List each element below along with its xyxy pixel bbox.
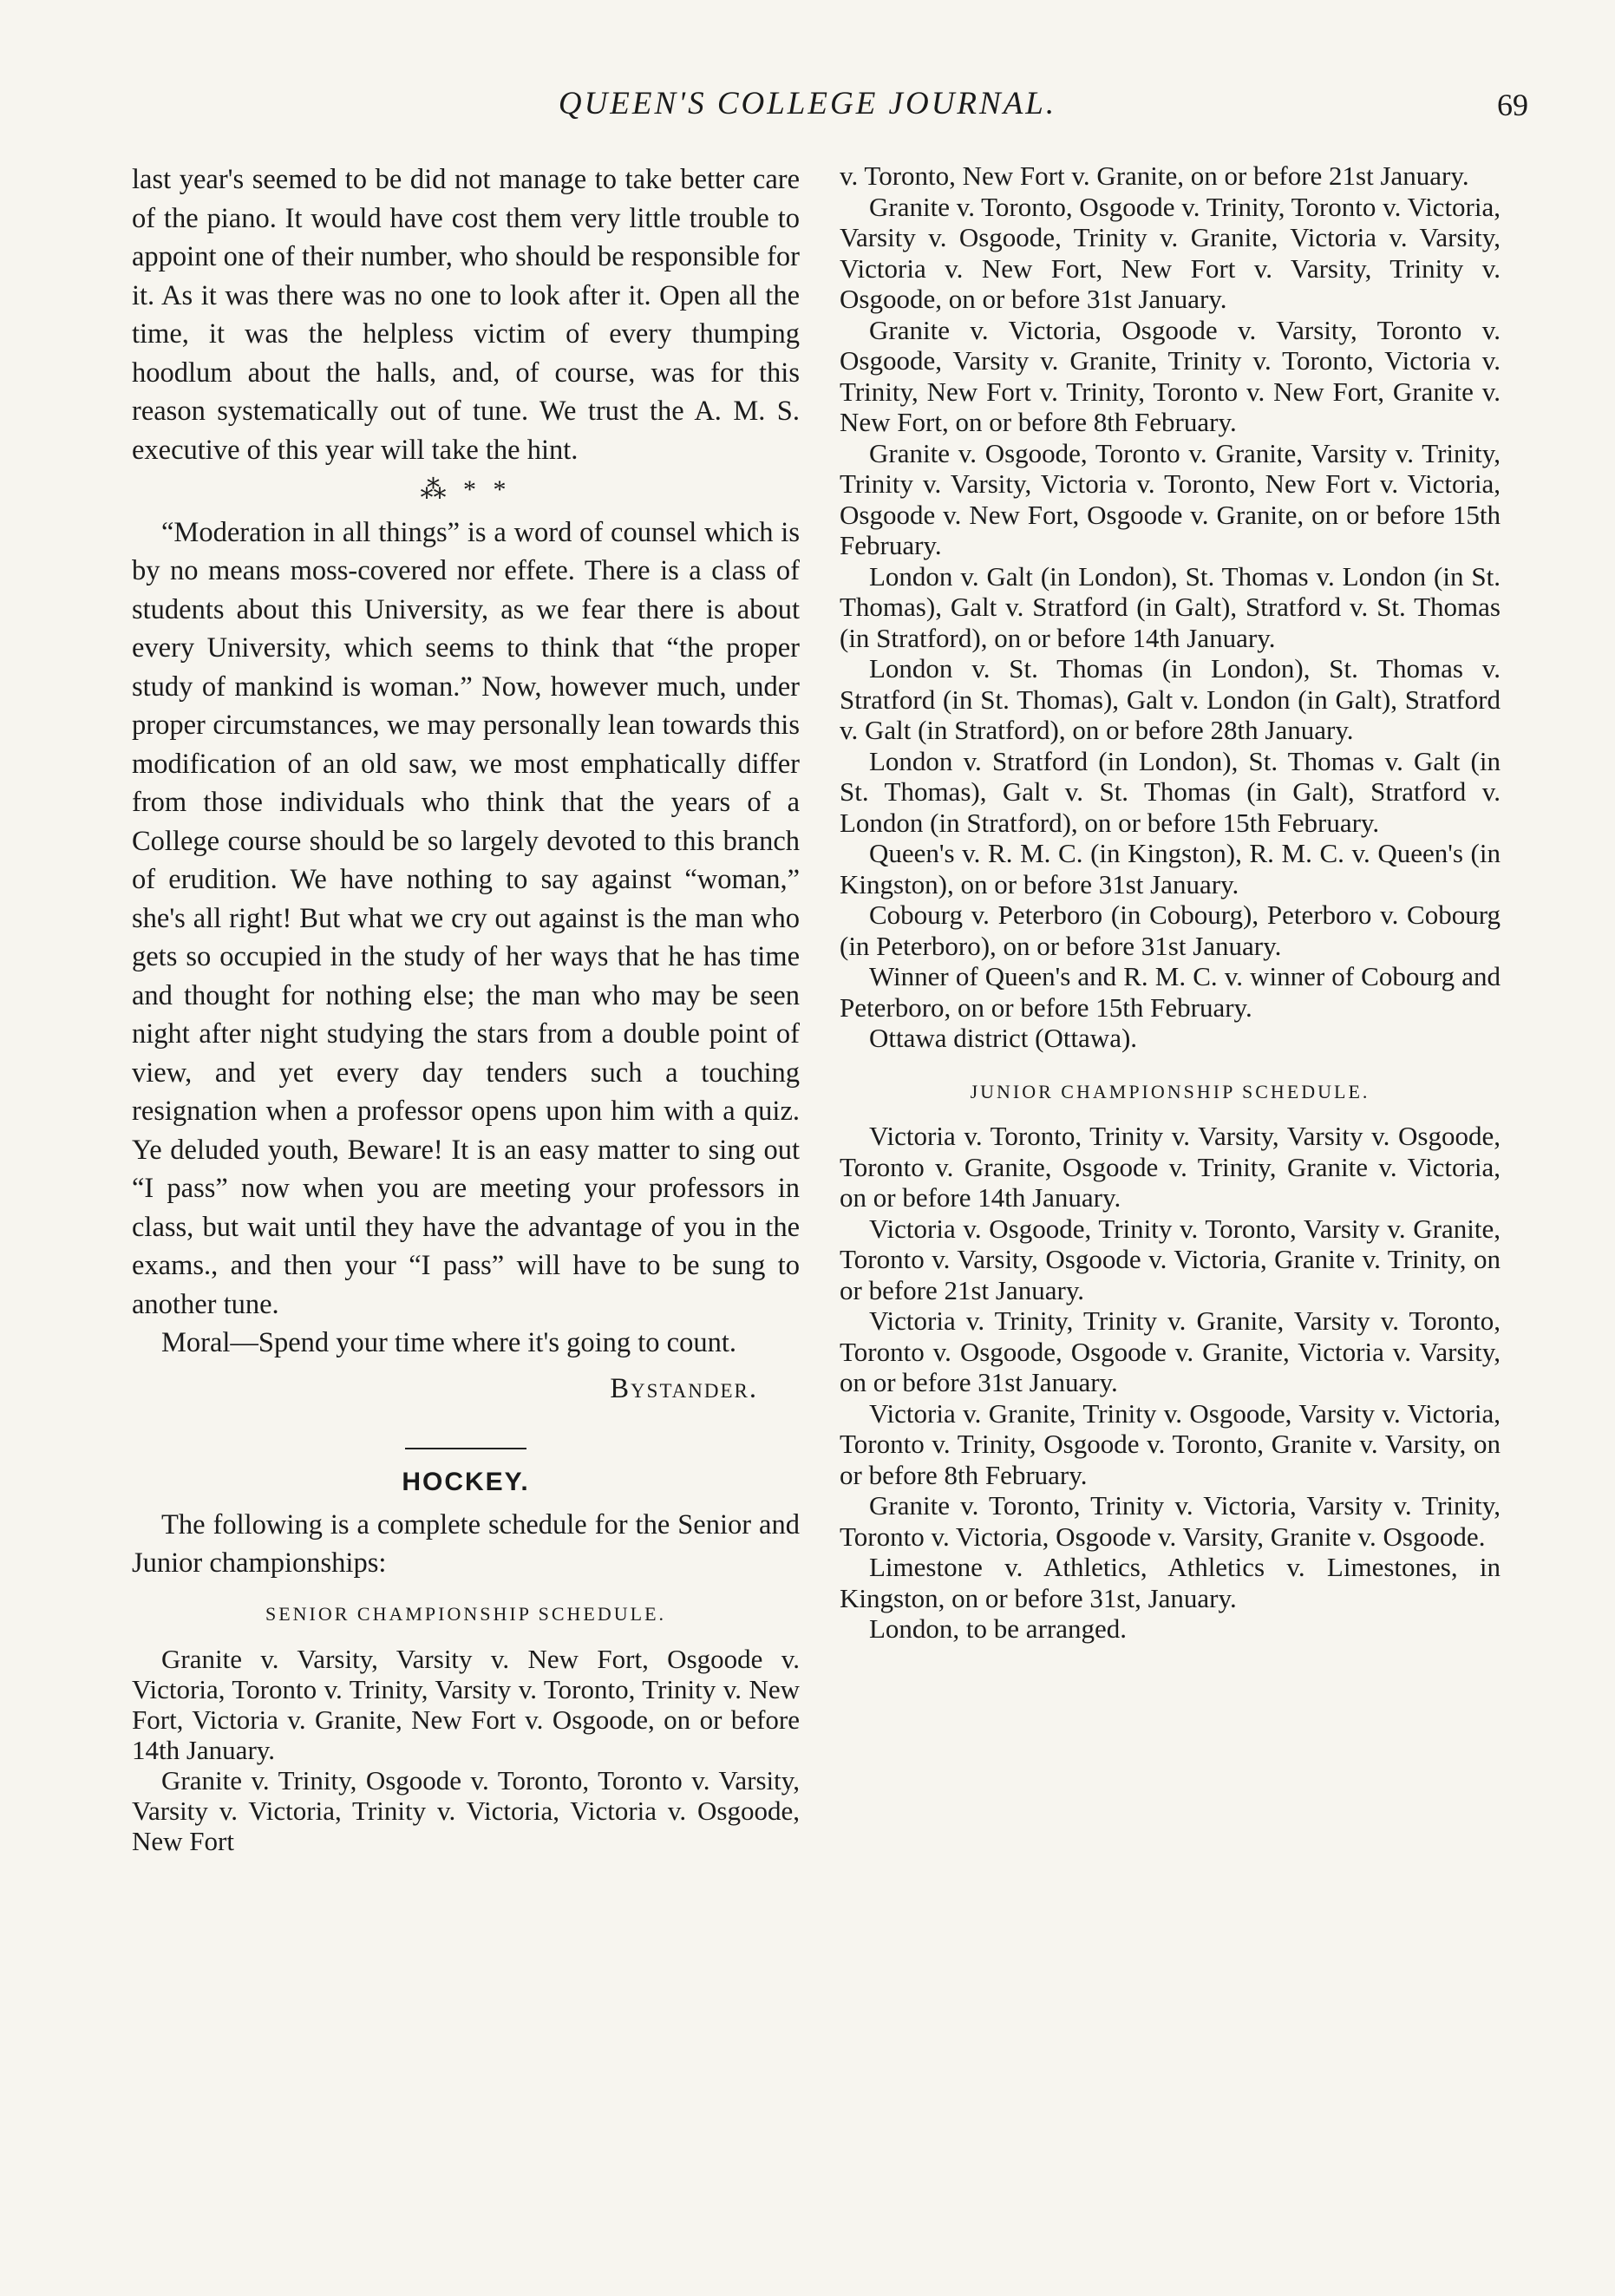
schedule-entry: Victoria v. Osgoode, Trinity v. Toronto, Varsity v. Granite, Toronto v. Varsity, Osgoode v. Victoria, Granite v. Trinity, on or before 21st January. [840,1213,1501,1305]
schedule-entry: London, to be arranged. [869,1613,1127,1644]
section-rule [405,1448,526,1449]
schedule-entry: Queen's v. R. M. C. (in Kingston), R. M. C. v. Queen's (in Kingston), on or before 31st January. [840,838,1501,899]
right-column [840,160,1501,1645]
page-number: 69 [1497,88,1528,122]
schedule-entry: Limestone v. Athletics, Athletics v. Limestones, in Kingston, on or before 31st, January. [840,1552,1501,1613]
schedule-entry: Victoria v. Toronto, Trinity v. Varsity, Varsity v. Osgoode, Toronto v. Granite, Osgoode v. Trinity, Granite v. Victoria, on or before 14th January. [840,1121,1501,1213]
schedule-entry: Granite v. Trinity, Osgoode v. Toronto, Toronto v. Varsity, Varsity v. Victoria, Trinity v. Victoria, Victoria v. Osgoode, New Fort [132,1765,800,1856]
schedule-entry: Cobourg v. Peterboro (in Cobourg), Peterboro v. Cobourg (in Peterboro), on or before 31st January. [840,899,1501,961]
schedule-entry: Winner of Queen's and R. M. C. v. winner of Cobourg and Peterboro, on or before 15th February. [840,961,1501,1023]
schedule-entry: v. Toronto, New Fort v. Granite, on or before 21st January. [840,160,1469,191]
schedule-entry: London v. Stratford (in London), St. Thomas v. Galt (in St. Thomas), Galt v. St. Thomas (in Galt), Stratford v. London (in Stratford), on or before 15th February. [840,745,1501,838]
schedule-entry: Granite v. Osgoode, Toronto v. Granite, Varsity v. Trinity, Trinity v. Varsity, Victoria v. Toronto, New Fort v. Victoria, Osgoode v. New Fort, Osgoode v. Granite, on or before 15th February. [840,437,1501,560]
schedule-entry: Ottawa district (Ottawa). [869,1023,1138,1053]
schedule-entry: Granite v. Victoria, Osgoode v. Varsity, Toronto v. Osgoode, Varsity v. Granite, Trinity v. Toronto, Victoria v. Trinity, New Fort v. Trinity, Toronto v. New Fort, Granite v. New Fort, on or before 8th February. [840,314,1501,437]
journal-title: QUEEN'S COLLEGE JOURNAL. [558,86,1057,121]
author-signature: Bystander. [610,1372,758,1404]
schedule-entry: Granite v. Toronto, Trinity v. Victoria, Varsity v. Trinity, Toronto v. Victoria, Osgoode v. Varsity, Granite v. Osgoode. [840,1490,1501,1552]
left-column [132,160,800,1856]
schedule-entry: London v. St. Thomas (in London), St. Thomas v. Stratford (in St. Thomas), Galt v. London (in Galt), Stratford v. Galt (in Stratford), on or before 28th January. [840,653,1501,745]
hockey-intro: The following is a complete schedule for the Senior and Junior championships: [132,1508,800,1579]
schedule-entry: Victoria v. Trinity, Trinity v. Granite, Varsity v. Toronto, Toronto v. Osgoode, Osgoode v. Granite, Victoria v. Varsity, on or before 31st January. [840,1305,1501,1397]
schedule-entry: Granite v. Varsity, Varsity v. New Fort, Osgoode v. Victoria, Toronto v. Trinity, Varsity v. Toronto, Trinity v. New Fort, Victoria v. Granite, New Fort v. Osgoode, on or before 14th January. [132,1644,800,1765]
senior-schedule-heading: SENIOR CHAMPIONSHIP SCHEDULE. [265,1602,667,1625]
schedule-entry: Granite v. Toronto, Osgoode v. Trinity, Toronto v. Victoria, Varsity v. Osgoode, Trinity v. Granite, Victoria v. Varsity, Victoria v. New Fort, New Fort v. Varsity, Trinity v. Osgoode, on or before 31st January. [840,191,1501,314]
moral-paragraph: Moral—Spend your time where it's going to count. [161,1327,736,1358]
running-head [0,85,1615,137]
schedule-entry: London v. Galt (in London), St. Thomas v. London (in St. Thomas), Galt v. Stratford (in Galt), Stratford v. St. Thomas (in Stratford), on or before 14th January. [840,560,1501,653]
asterism-divider: ⁂ * * [420,475,512,504]
piano-paragraph: last year's seemed to be did not manage to take better care of the piano. It would have cost them very little trouble to appoint one of their number, who should be responsible for it. As it was there was no one to look after it. Open all the time, it was the helpless victim of every thumping hoodlum about the halls, and, of course, was for this reason systematically out of tune. We trust the A. M. S. executive of this year will take the hint. [132,164,800,466]
junior-schedule-heading: JUNIOR CHAMPIONSHIP SCHEDULE. [970,1080,1370,1102]
hockey-heading: HOCKEY. [402,1468,530,1496]
schedule-entry: Victoria v. Granite, Trinity v. Osgoode, Varsity v. Victoria, Toronto v. Trinity, Osgoode v. Toronto, Granite v. Varsity, on or before 8th February. [840,1397,1501,1490]
moderation-paragraph: “Moderation in all things” is a word of counsel which is by no means moss-covered nor effete. There is a class of students about this University, as we fear there is about every University, which seems to think that “the proper study of mankind is woman.” Now, however much, under proper circumstances, we may personally lean towards this modification of an old saw, we most emphatically differ from those individuals who think that the years of a College course should be so largely devoted to this branch of erudition. We have nothing to say against “woman,” she's all right! But what we cry out against is the man who gets so occupied in the study of her ways that he has time and thought for nothing else; the man who may be seen night after night studying the stars from a double point of view, and yet every day tenders such a touching resignation when a professor opens upon him with a quiz. Ye deluded youth, Beware! It is an easy matter to sing out “I pass” now when you are meeting your professors in class, but wait until they have the advantage of you in the exams., and then your “I pass” will have to be sung to another tune. [132,516,800,1320]
